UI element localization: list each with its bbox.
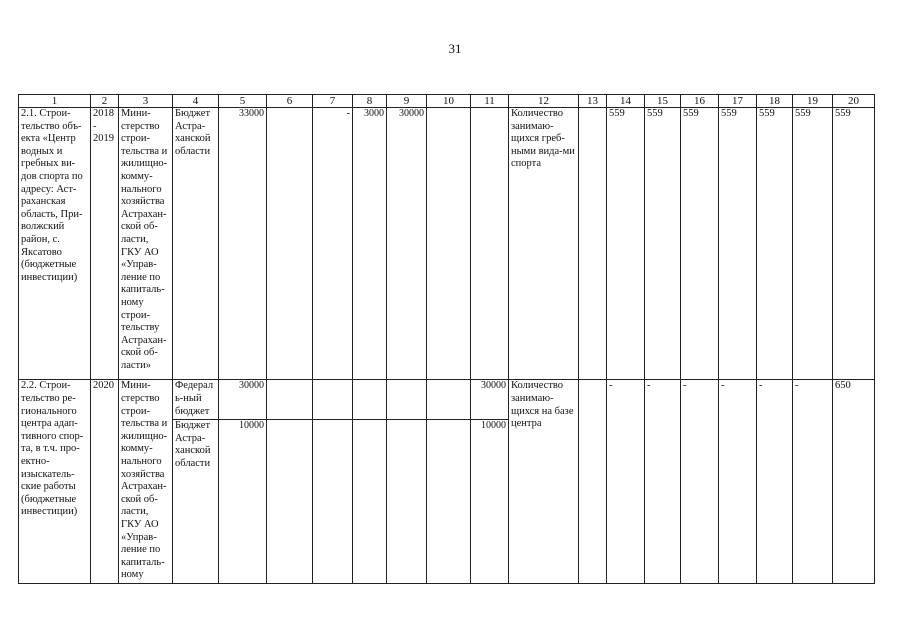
funding-source: Бюджет Астра-ханской области [173, 108, 219, 380]
column-number: 20 [833, 95, 875, 108]
indicator-value: 650 [833, 380, 875, 584]
indicator-col-13 [579, 108, 607, 380]
indicator-value: 559 [719, 108, 757, 380]
amount-col-9 [387, 380, 427, 420]
executor: Мини-стерство строи-тельства и жилищно-комму-нального хозяйства Астрахан-ской об-ласти, ГКУ АО «Управ-ление по капиталь-ному строи-тельству Астрахан-ской об-ласти» [119, 108, 173, 380]
amount-col-8: 3000 [353, 108, 387, 380]
amount-col-9 [387, 420, 427, 584]
indicator-value: 559 [757, 108, 793, 380]
column-number: 12 [509, 95, 579, 108]
indicator-value: 559 [793, 108, 833, 380]
measure-name: 2.2. Строи-тельство ре-гионального центра адап-тивного спор-та, в т.ч. про-ектно-изыскатель-ские работы (бюджетные инвестиции) [19, 380, 91, 584]
column-number: 8 [353, 95, 387, 108]
column-number: 11 [471, 95, 509, 108]
amount-col-9: 30000 [387, 108, 427, 380]
amount-col-6 [267, 420, 313, 584]
indicator-value: - [645, 380, 681, 584]
column-number: 16 [681, 95, 719, 108]
column-number: 3 [119, 95, 173, 108]
amount-col-10 [427, 380, 471, 420]
total-amount: 10000 [219, 420, 267, 584]
amount-col-11 [471, 108, 509, 380]
column-number: 15 [645, 95, 681, 108]
amount-col-10 [427, 420, 471, 584]
indicator-value: 559 [645, 108, 681, 380]
column-number: 14 [607, 95, 645, 108]
table-row [19, 108, 875, 380]
amount-col-6 [267, 108, 313, 380]
amount-col-7 [313, 380, 353, 420]
column-number: 7 [313, 95, 353, 108]
program-table [18, 94, 875, 584]
indicator-col-13 [579, 380, 607, 584]
indicator-value: 559 [607, 108, 645, 380]
indicator-name: Количество занимаю-щихся на базе центра [509, 380, 579, 584]
amount-col-11: 30000 [471, 380, 509, 420]
indicator-value: - [757, 380, 793, 584]
indicator-value: - [681, 380, 719, 584]
indicator-value: 559 [833, 108, 875, 380]
indicator-value: - [607, 380, 645, 584]
indicator-value: - [719, 380, 757, 584]
indicator-value: 559 [681, 108, 719, 380]
measure-name: 2.1. Строи-тельство объ-екта «Центр водных и гребных ви-дов спорта по адресу: Аст-раханская область, При-волжский район, с. Яксатово (бюджетные инвестиции) [19, 108, 91, 380]
column-number: 2 [91, 95, 119, 108]
column-number: 4 [173, 95, 219, 108]
indicator-value: - [793, 380, 833, 584]
funding-source: Бюджет Астра-ханской области [173, 420, 219, 584]
amount-col-11: 10000 [471, 420, 509, 584]
column-number: 10 [427, 95, 471, 108]
column-number: 19 [793, 95, 833, 108]
table-row [19, 380, 875, 420]
column-number-row [19, 95, 875, 108]
page-number: 31 [448, 41, 462, 56]
column-number: 1 [19, 95, 91, 108]
column-number: 13 [579, 95, 607, 108]
amount-col-7: - [313, 108, 353, 380]
total-amount: 33000 [219, 108, 267, 380]
period: 2020 [91, 380, 119, 584]
amount-col-8 [353, 380, 387, 420]
amount-col-10 [427, 108, 471, 380]
column-number: 18 [757, 95, 793, 108]
column-number: 17 [719, 95, 757, 108]
executor: Мини-стерство строи-тельства и жилищно-комму-нального хозяйства Астрахан-ской об-ласти, ГКУ АО «Управ-ление по капиталь-ному [119, 380, 173, 584]
column-number: 9 [387, 95, 427, 108]
funding-source: Федераль-ный бюджет [173, 380, 219, 420]
total-amount: 30000 [219, 380, 267, 420]
column-number: 6 [267, 95, 313, 108]
column-number: 5 [219, 95, 267, 108]
period: 2018 - 2019 [91, 108, 119, 380]
indicator-name: Количество занимаю-щихся греб-ными вида-ми спорта [509, 108, 579, 380]
amount-col-8 [353, 420, 387, 584]
amount-col-7 [313, 420, 353, 584]
amount-col-6 [267, 380, 313, 420]
